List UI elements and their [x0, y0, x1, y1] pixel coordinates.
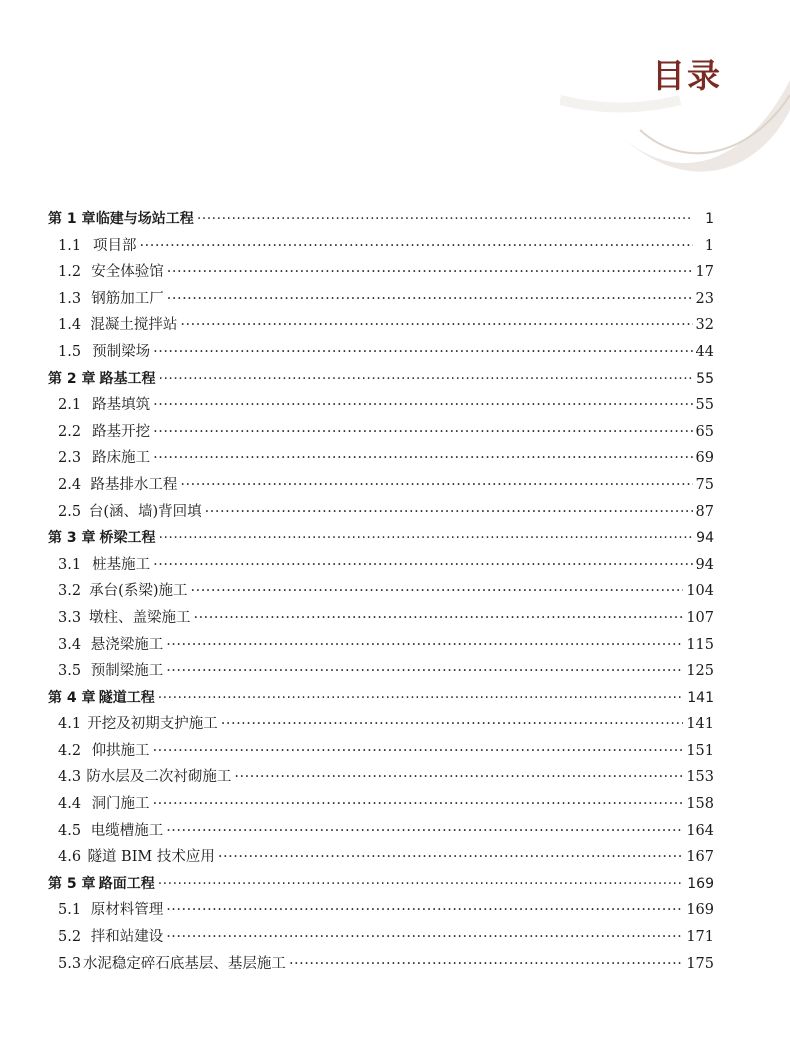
- entry-title: 路基工程: [99, 370, 156, 387]
- dot-leader: [166, 818, 683, 845]
- entry-title: 路基开挖: [92, 423, 151, 440]
- entry-title: 仰拱施工: [91, 742, 150, 759]
- dot-leader: [167, 259, 693, 286]
- entry-title: 预制梁场: [92, 343, 151, 360]
- entry-number: 1.2: [58, 264, 82, 281]
- entry-number: 1.4: [58, 317, 82, 334]
- entry-number: 第 3 章: [48, 530, 96, 547]
- toc-chapter-entry[interactable]: [48, 525, 714, 552]
- dot-leader: [153, 445, 692, 472]
- page-title: 目录: [652, 56, 722, 95]
- toc-section-entry[interactable]: [48, 472, 714, 499]
- toc-section-entry[interactable]: [48, 658, 714, 685]
- entry-page-number: 167: [686, 849, 714, 866]
- dot-leader: [153, 392, 692, 419]
- toc-section-entry[interactable]: [48, 818, 714, 845]
- dot-leader: [153, 339, 692, 366]
- entry-number: 第 4 章: [48, 689, 96, 706]
- entry-page-number: 44: [695, 343, 714, 360]
- entry-number: 3.5: [58, 663, 82, 680]
- toc-section-entry[interactable]: [48, 499, 714, 526]
- dot-leader: [167, 286, 693, 313]
- dot-leader: [158, 685, 685, 712]
- entry-page-number: 151: [686, 742, 714, 759]
- entry-number: 5.3: [58, 955, 82, 972]
- toc-section-entry[interactable]: [48, 844, 714, 871]
- dot-leader: [153, 419, 692, 446]
- entry-number: 1.5: [58, 343, 82, 360]
- entry-page-number: 164: [686, 822, 714, 839]
- dot-leader: [234, 764, 683, 791]
- entry-title: 临建与场站工程: [95, 211, 194, 227]
- entry-number: 1.3: [58, 290, 82, 307]
- toc-section-entry[interactable]: [48, 897, 714, 924]
- dot-leader: [197, 206, 693, 233]
- entry-page-number: 55: [696, 370, 714, 387]
- dot-leader: [166, 897, 683, 924]
- entry-title: 预制梁施工: [90, 663, 164, 680]
- dot-leader: [205, 499, 693, 526]
- entry-page-number: 153: [686, 769, 714, 786]
- toc-section-entry[interactable]: [48, 259, 714, 286]
- entry-page-number: 169: [687, 875, 714, 892]
- entry-page-number: 23: [695, 290, 714, 307]
- dot-leader: [166, 658, 683, 685]
- toc-section-entry[interactable]: [48, 233, 714, 260]
- dot-leader: [153, 791, 684, 818]
- toc-section-entry[interactable]: [48, 764, 714, 791]
- entry-number: 第 5 章: [48, 875, 96, 892]
- entry-title: 混凝土搅拌站: [90, 317, 178, 334]
- entry-page-number: 107: [686, 609, 714, 626]
- entry-title: 项目部: [93, 237, 137, 254]
- entry-page-number: 65: [695, 423, 714, 440]
- entry-page-number: 141: [687, 689, 714, 706]
- dot-leader: [221, 711, 684, 738]
- entry-page-number: 169: [686, 902, 714, 919]
- toc-section-entry[interactable]: [48, 445, 714, 472]
- dot-leader: [166, 924, 683, 951]
- entry-title: 路床施工: [92, 450, 151, 467]
- toc-section-entry[interactable]: [48, 578, 714, 605]
- entry-number: 3.1: [58, 556, 82, 573]
- toc-section-entry[interactable]: [48, 339, 714, 366]
- dot-leader: [159, 366, 694, 393]
- entry-number: 4.3: [58, 769, 82, 786]
- entry-number: 2.3: [58, 450, 82, 467]
- entry-number: 第 2 章: [48, 370, 96, 387]
- entry-title: 桩基施工: [92, 556, 151, 573]
- entry-page-number: 17: [695, 264, 714, 281]
- entry-number: 4.5: [58, 822, 82, 839]
- entry-title: 悬浇梁施工: [90, 636, 164, 653]
- entry-number: 3.3: [58, 609, 82, 626]
- dot-leader: [140, 233, 694, 260]
- toc-section-entry[interactable]: [48, 632, 714, 659]
- entry-number: 4.2: [58, 742, 82, 759]
- toc-section-entry[interactable]: [48, 738, 714, 765]
- entry-page-number: 104: [686, 583, 714, 600]
- toc-chapter-entry[interactable]: [48, 366, 714, 393]
- entry-number: 5.2: [58, 929, 82, 946]
- toc-section-entry[interactable]: [48, 951, 714, 978]
- entry-title: 原材料管理: [90, 902, 164, 919]
- entry-title: 防水层及二次衬砌施工: [86, 769, 232, 786]
- entry-page-number: 55: [695, 397, 714, 414]
- dot-leader: [180, 312, 692, 339]
- entry-page-number: 69: [695, 450, 714, 467]
- dot-leader: [166, 632, 683, 659]
- entry-number: 3.4: [58, 636, 82, 653]
- entry-page-number: 94: [696, 530, 714, 547]
- entry-title: 路面工程: [98, 875, 155, 892]
- entry-title: 安全体验馆: [91, 264, 164, 281]
- entry-number: 4.1: [58, 716, 82, 733]
- dot-leader: [289, 951, 683, 978]
- entry-title: 承台(系梁)施工: [89, 583, 188, 600]
- toc-chapter-entry[interactable]: [48, 871, 714, 898]
- entry-page-number: 1: [705, 211, 714, 227]
- toc-section-entry[interactable]: [48, 419, 714, 446]
- entry-number: 1.1: [58, 237, 82, 254]
- entry-number: 2.5: [58, 503, 82, 520]
- toc-section-entry[interactable]: [48, 312, 714, 339]
- table-of-contents: [48, 206, 714, 977]
- entry-title: 洞门施工: [91, 796, 150, 813]
- entry-number: 5.1: [58, 902, 82, 919]
- dot-leader: [153, 552, 692, 579]
- entry-page-number: 115: [686, 636, 714, 653]
- entry-number: 4.6: [58, 849, 82, 866]
- entry-page-number: 141: [686, 716, 714, 733]
- entry-page-number: 75: [695, 476, 714, 493]
- entry-page-number: 1: [704, 237, 714, 254]
- toc-section-entry[interactable]: [48, 605, 714, 632]
- entry-title: 台(涵、墙)背回填: [88, 503, 202, 520]
- entry-title: 钢筋加工厂: [91, 290, 164, 307]
- entry-title: 路基排水工程: [90, 476, 178, 493]
- entry-number: 2.1: [58, 397, 82, 414]
- entry-number: 第 1 章: [48, 211, 96, 227]
- entry-number: 4.4: [58, 796, 82, 813]
- toc-section-entry[interactable]: [48, 392, 714, 419]
- entry-page-number: 94: [695, 556, 714, 573]
- entry-number: 2.4: [58, 476, 82, 493]
- entry-title: 电缆槽施工: [90, 822, 164, 839]
- toc-section-entry[interactable]: [48, 791, 714, 818]
- entry-title: 隧道 BIM 技术应用: [87, 849, 215, 866]
- entry-page-number: 125: [686, 663, 714, 680]
- dot-leader: [190, 578, 683, 605]
- entry-title: 水泥稳定碎石底基层、基层施工: [82, 955, 286, 972]
- entry-title: 墩柱、盖梁施工: [88, 609, 191, 626]
- entry-title: 隧道工程: [98, 689, 155, 706]
- entry-title: 桥梁工程: [99, 530, 156, 547]
- dot-leader: [193, 605, 683, 632]
- dot-leader: [158, 871, 685, 898]
- entry-page-number: 87: [695, 503, 714, 520]
- toc-section-entry[interactable]: [48, 711, 714, 738]
- entry-number: 2.2: [58, 423, 82, 440]
- toc-section-entry[interactable]: [48, 552, 714, 579]
- entry-page-number: 175: [686, 955, 714, 972]
- entry-number: 3.2: [58, 583, 82, 600]
- entry-title: 路基填筑: [92, 397, 151, 414]
- toc-chapter-entry[interactable]: [48, 685, 714, 712]
- dot-leader: [153, 738, 684, 765]
- toc-section-entry[interactable]: [48, 286, 714, 313]
- toc-section-entry[interactable]: [48, 924, 714, 951]
- entry-title: 开挖及初期支护施工: [87, 716, 218, 733]
- entry-title: 拌和站建设: [90, 929, 164, 946]
- toc-chapter-entry[interactable]: [48, 206, 714, 233]
- entry-page-number: 171: [686, 929, 714, 946]
- dot-leader: [159, 525, 694, 552]
- entry-page-number: 32: [695, 317, 714, 334]
- dot-leader: [218, 844, 683, 871]
- entry-page-number: 158: [686, 796, 714, 813]
- dot-leader: [180, 472, 692, 499]
